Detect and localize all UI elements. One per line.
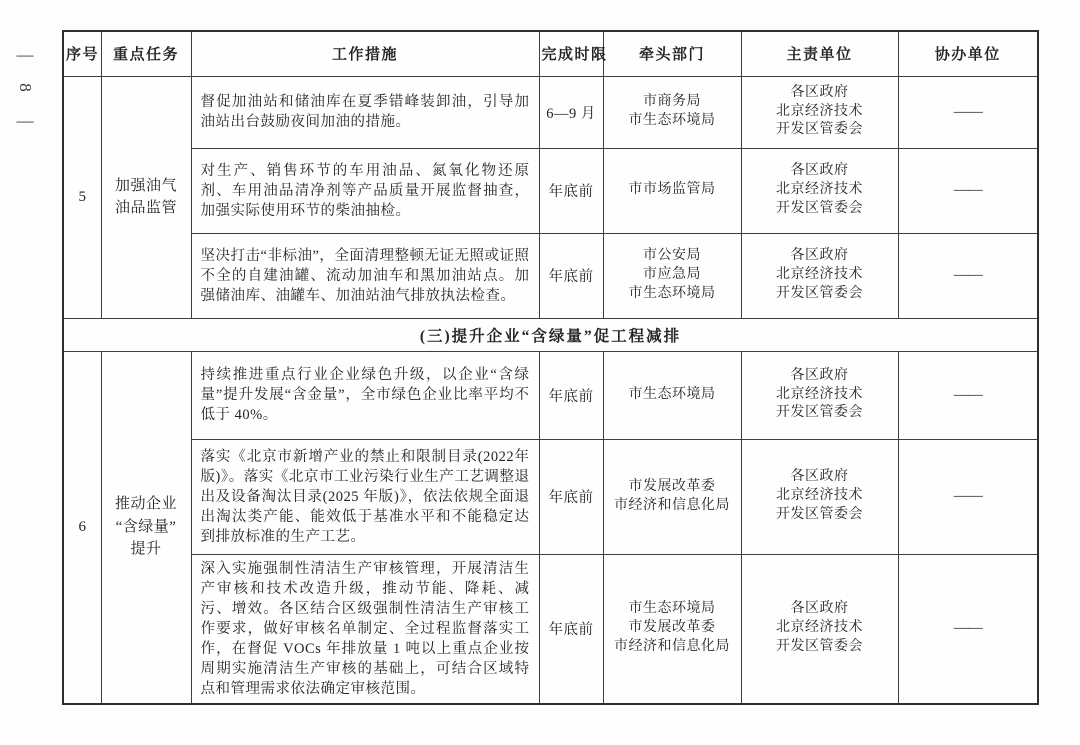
responsible-unit-cell (741, 233, 898, 318)
lead-dept-cell (603, 554, 741, 704)
dept-line: 北京经济技术 (776, 103, 863, 119)
col-header-serial: 序号 (63, 31, 101, 76)
dept-line: 各区政府 (790, 84, 849, 100)
col-header-lead-dept: 牵头部门 (603, 31, 741, 76)
lead-dept-cell (603, 351, 741, 439)
deadline-cell: 年底前 (539, 554, 603, 704)
responsible-unit-cell (741, 439, 898, 554)
task-name-line: 油品监管 (114, 200, 177, 216)
dept-line: 市生态环境局 (628, 386, 716, 402)
dept-line: 开发区管委会 (776, 405, 863, 421)
dept-line: 各区政府 (790, 469, 849, 485)
dept-line: 北京经济技术 (776, 488, 863, 504)
table-row (63, 439, 1038, 554)
dept-line: 开发区管委会 (776, 122, 863, 138)
assist-unit-cell: —— (898, 233, 1038, 318)
dept-line: 市市场监管局 (628, 182, 716, 198)
dept-line: 各区政府 (790, 367, 849, 383)
serial-cell: 6 (63, 351, 101, 704)
dept-line: 北京经济技术 (776, 386, 863, 402)
task-name-line: 提升 (130, 541, 162, 558)
lead-dept-cell (603, 76, 741, 148)
table-row (63, 351, 1038, 439)
dept-line: 北京经济技术 (776, 620, 863, 636)
table-row (63, 148, 1038, 233)
page-number-value: 8 (15, 83, 35, 92)
dept-line: 市经济和信息化局 (614, 638, 730, 654)
deadline-cell: 6—9 月 (539, 76, 603, 148)
dept-line: 各区政府 (790, 248, 849, 264)
responsible-unit-cell (741, 554, 898, 704)
col-header-key-task: 重点任务 (101, 31, 191, 76)
assist-unit-cell: —— (898, 76, 1038, 148)
table-row (63, 554, 1038, 704)
dept-line: 开发区管委会 (776, 506, 863, 522)
responsible-unit-cell (741, 351, 898, 439)
task-name-line: 推动企业 (114, 496, 177, 513)
dept-line: 市生态环境局 (628, 285, 716, 301)
deadline-cell: 年底前 (539, 439, 603, 554)
measure-cell: 坚决打击“非标油”，全面清理整顿无证无照或证照不全的自建油罐、流动加油车和黑加油站点。加强储油库、油罐车、加油站油气排放执法检查。 (191, 233, 539, 318)
section-header-row (63, 318, 1038, 351)
lead-dept-cell (603, 233, 741, 318)
deadline-cell: 年底前 (539, 233, 603, 318)
dept-line: 市应急局 (643, 267, 701, 283)
page-number-dash: — (16, 45, 34, 64)
assist-unit-cell: —— (898, 351, 1038, 439)
dept-line: 各区政府 (790, 601, 849, 617)
deadline-cell: 年底前 (539, 351, 603, 439)
table-row (63, 233, 1038, 318)
dept-line: 市发展改革委 (628, 478, 716, 494)
dept-line: 市经济和信息化局 (614, 497, 730, 513)
responsible-unit-cell (741, 76, 898, 148)
measure-cell: 深入实施强制性清洁生产审核管理，开展清洁生产审核和技术改造升级，推动节能、降耗、减污、增效。各区结合区级强制性清洁生产审核工作要求，做好审核名单制定、全过程监督落实工作，在督促 VOCs 年排放量 1 吨以上重点企业按周期实施清洁生产审核的基础上，可结合区域特点和管理需求依法确定审核范围。 (191, 554, 539, 704)
measure-cell: 落实《北京市新增产业的禁止和限制目录(2022年版)》。落实《北京市工业污染行业生产工艺调整退出及设备淘汰目录(2025 年版)》，依法依规全面退出淘汰类产能、能效低于基准水平和不能稳定达到排放标准的生产工艺。 (191, 439, 539, 554)
col-header-responsible-unit: 主责单位 (741, 31, 898, 76)
dept-line: 市生态环境局 (628, 113, 716, 128)
serial-cell: 5 (63, 76, 101, 318)
col-header-deadline: 完成时限 (539, 31, 603, 76)
dept-line: 各区政府 (790, 163, 849, 179)
section-header-cell: (三)提升企业“含绿量”促工程减排 (63, 318, 1038, 351)
measure-cell: 对生产、销售环节的车用油品、氮氧化物还原剂、车用油品清净剂等产品质量开展监督抽查，加强实际使用环节的柴油抽检。 (191, 148, 539, 233)
assist-unit-cell: —— (898, 148, 1038, 233)
deadline-cell: 年底前 (539, 148, 603, 233)
dept-line: 市商务局 (643, 94, 701, 110)
dept-line: 开发区管委会 (776, 285, 863, 301)
dept-line: 北京经济技术 (776, 182, 863, 198)
col-header-measures: 工作措施 (191, 31, 539, 76)
task-name-line: 加强油气 (114, 177, 177, 194)
task-name-line: “含绿量” (115, 518, 177, 535)
dept-line: 北京经济技术 (776, 267, 863, 283)
dept-line: 市公安局 (643, 248, 701, 264)
task-name-cell (101, 351, 191, 704)
header-row (63, 31, 1038, 76)
assist-unit-cell: —— (898, 554, 1038, 704)
dept-line: 市发展改革委 (628, 620, 716, 636)
col-header-assist-unit: 协办单位 (898, 31, 1038, 76)
task-name-cell (101, 76, 191, 318)
table-row (63, 76, 1038, 148)
assist-unit-cell: —— (898, 439, 1038, 554)
measure-cell: 督促加油站和储油库在夏季错峰装卸油，引导加油站出台鼓励夜间加油的措施。 (191, 76, 539, 148)
measure-cell: 持续推进重点行业企业绿色升级，以企业“含绿量”提升发展“含金量”，全市绿色企业比率平均不低于 40%。 (191, 351, 539, 439)
dept-line: 开发区管委会 (776, 638, 863, 654)
dept-line: 市生态环境局 (628, 601, 716, 617)
lead-dept-cell (603, 439, 741, 554)
page-number (10, 46, 40, 129)
responsible-unit-cell (741, 148, 898, 233)
page-number-dash: — (16, 111, 34, 130)
lead-dept-cell (603, 148, 741, 233)
work-plan-table (62, 30, 1039, 705)
dept-line: 开发区管委会 (776, 200, 863, 216)
